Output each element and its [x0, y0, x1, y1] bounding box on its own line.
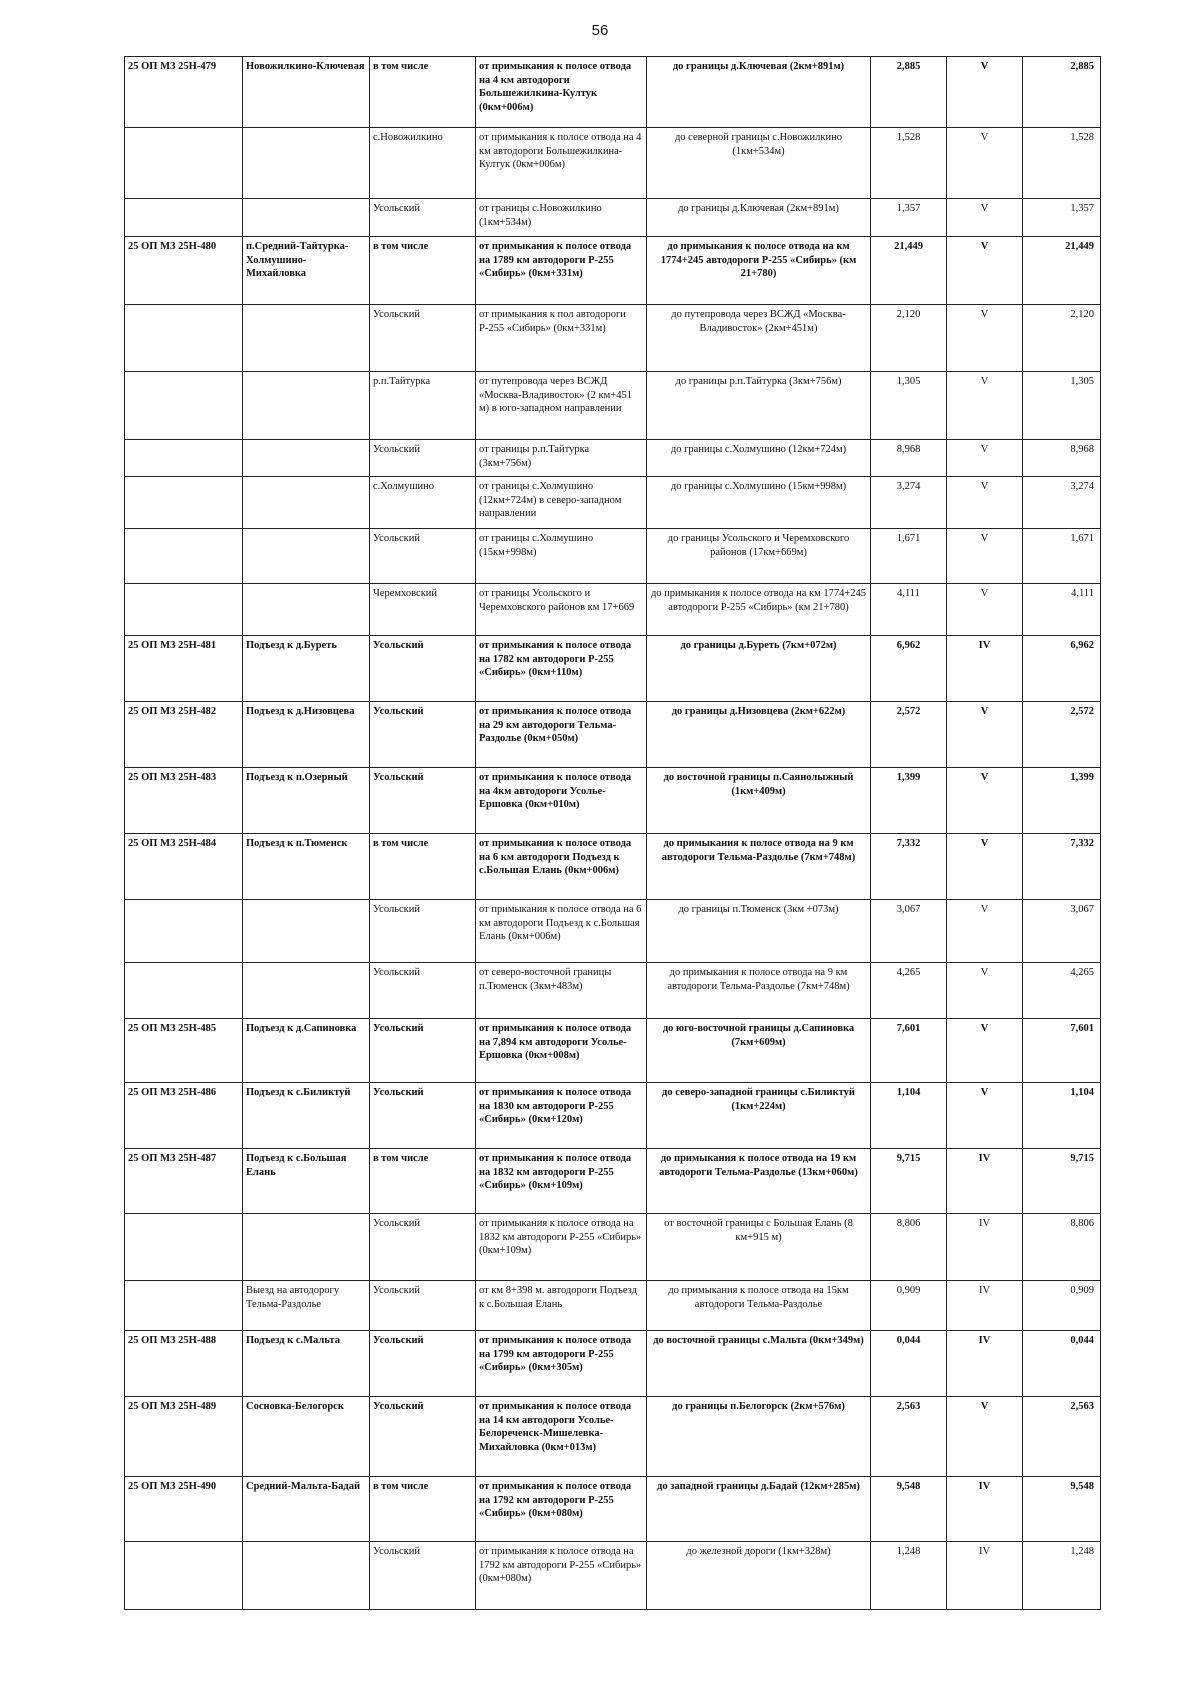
length-total-cell: 1,399 [1023, 768, 1101, 834]
end-point-cell: до примыкания к полосе отвода на км 1774+245 автодороги Р-255 «Сибирь» (км 21+780) [647, 237, 871, 305]
start-point-cell: от границы с.Холмушино (12км+724м) в северо-западном направлении [476, 477, 647, 529]
road-name-cell: Подъезд к п.Тюменск [243, 834, 370, 900]
road-name-cell [243, 1214, 370, 1281]
district-cell: Усольский [370, 702, 476, 768]
table-row [125, 57, 1101, 128]
length-cell: 3,274 [871, 477, 947, 529]
length-cell: 6,962 [871, 636, 947, 702]
district-cell: Усольский [370, 963, 476, 1019]
length-cell: 4,265 [871, 963, 947, 1019]
start-point-cell: от примыкания к полосе отвода на 1830 км автодороги Р-255 «Сибирь» (0км+120м) [476, 1083, 647, 1149]
length-total-cell: 1,104 [1023, 1083, 1101, 1149]
start-point-cell: от примыкания к полосе отвода на 1792 км автодороги Р-255 «Сибирь» (0км+080м) [476, 1477, 647, 1542]
road-id-cell: 25 ОП МЗ 25Н-485 [125, 1019, 243, 1083]
length-total-cell: 2,885 [1023, 57, 1101, 128]
road-id-cell [125, 584, 243, 636]
roads-table [124, 56, 1101, 1610]
start-point-cell: от примыкания к полосе отвода на 1799 км автодороги Р-255 «Сибирь» (0км+305м) [476, 1331, 647, 1397]
table-row [125, 1281, 1101, 1331]
table-row [125, 1397, 1101, 1477]
table-row [125, 477, 1101, 529]
table-row [125, 584, 1101, 636]
district-cell: Усольский [370, 1397, 476, 1477]
district-cell: Усольский [370, 1019, 476, 1083]
length-cell: 8,806 [871, 1214, 947, 1281]
length-cell: 3,067 [871, 900, 947, 963]
length-cell: 1,305 [871, 372, 947, 440]
category-cell: V [947, 584, 1023, 636]
district-cell: Усольский [370, 900, 476, 963]
length-total-cell: 2,563 [1023, 1397, 1101, 1477]
start-point-cell: от границы с.Новожилкино (1км+534м) [476, 199, 647, 237]
road-name-cell: Подъезд к д.Буреть [243, 636, 370, 702]
length-cell: 1,357 [871, 199, 947, 237]
category-cell: V [947, 834, 1023, 900]
table-row [125, 1331, 1101, 1397]
end-point-cell: до восточной границы п.Саянолыжный (1км+409м) [647, 768, 871, 834]
road-name-cell [243, 584, 370, 636]
road-name-cell: п.Средний-Тайтурка-Холмушино-Михайловка [243, 237, 370, 305]
table-row [125, 199, 1101, 237]
table-row [125, 440, 1101, 477]
start-point-cell: от примыкания к полосе отвода на 6 км автодороги Подъезд к с.Большая Елань (0км+006м) [476, 834, 647, 900]
page-number: 56 [591, 22, 609, 39]
length-total-cell: 0,909 [1023, 1281, 1101, 1331]
length-cell: 1,248 [871, 1542, 947, 1610]
start-point-cell: от границы Усольского и Черемховского районов км 17+669 [476, 584, 647, 636]
category-cell: IV [947, 1331, 1023, 1397]
start-point-cell: от примыкания к полосе отвода на 4 км автодороги Большежилкина-Култук (0км+006м) [476, 57, 647, 128]
district-cell: р.п.Тайтурка [370, 372, 476, 440]
road-name-cell: Подъезд к д.Сапиновка [243, 1019, 370, 1083]
end-point-cell: до северо-западной границы с.Биликтуй (1км+224м) [647, 1083, 871, 1149]
district-cell: Усольский [370, 529, 476, 584]
road-id-cell: 25 ОП МЗ 25Н-483 [125, 768, 243, 834]
road-name-cell: Выезд на автодорогу Тельма-Раздолье [243, 1281, 370, 1331]
district-cell: в том числе [370, 57, 476, 128]
length-total-cell: 1,671 [1023, 529, 1101, 584]
road-id-cell: 25 ОП МЗ 25Н-479 [125, 57, 243, 128]
length-total-cell: 4,265 [1023, 963, 1101, 1019]
end-point-cell: до восточной границы с.Мальта (0км+349м) [647, 1331, 871, 1397]
table-body [125, 57, 1101, 1610]
district-cell: в том числе [370, 1477, 476, 1542]
length-cell: 9,548 [871, 1477, 947, 1542]
length-cell: 9,715 [871, 1149, 947, 1214]
table-row [125, 1019, 1101, 1083]
category-cell: V [947, 1019, 1023, 1083]
road-name-cell: Подъезд к с.Большая Елань [243, 1149, 370, 1214]
length-cell: 1,399 [871, 768, 947, 834]
road-id-cell [125, 128, 243, 199]
road-name-cell [243, 963, 370, 1019]
length-cell: 7,601 [871, 1019, 947, 1083]
category-cell: V [947, 963, 1023, 1019]
district-cell: Усольский [370, 1542, 476, 1610]
table-row [125, 834, 1101, 900]
road-name-cell [243, 900, 370, 963]
start-point-cell: от км 8+398 м. автодороги Подъезд к с.Большая Елань [476, 1281, 647, 1331]
length-total-cell: 0,044 [1023, 1331, 1101, 1397]
end-point-cell: до примыкания к полосе отвода на км 1774+245 автодороги Р-255 «Сибирь» (км 21+780) [647, 584, 871, 636]
district-cell: Усольский [370, 1281, 476, 1331]
length-cell: 0,909 [871, 1281, 947, 1331]
length-cell: 1,104 [871, 1083, 947, 1149]
length-total-cell: 21,449 [1023, 237, 1101, 305]
district-cell: с.Холмушино [370, 477, 476, 529]
road-name-cell [243, 1542, 370, 1610]
district-cell: Усольский [370, 199, 476, 237]
start-point-cell: от примыкания к полосе отвода на 29 км автодороги Тельма-Раздолье (0км+050м) [476, 702, 647, 768]
start-point-cell: от примыкания к полосе отвода на 1782 км автодороги Р-255 «Сибирь» (0км+110м) [476, 636, 647, 702]
table-row [125, 1149, 1101, 1214]
length-total-cell: 8,806 [1023, 1214, 1101, 1281]
category-cell: IV [947, 1477, 1023, 1542]
table-row [125, 372, 1101, 440]
table-row [125, 1477, 1101, 1542]
category-cell: V [947, 57, 1023, 128]
length-cell: 2,120 [871, 305, 947, 372]
start-point-cell: от примыкания к полосе отвода на 1832 км автодороги Р-255 «Сибирь» (0км+109м) [476, 1214, 647, 1281]
start-point-cell: от примыкания к полосе отвода на 14 км автодороги Усолье-Белореченск-Мишелевка-Михайловка (0км+013м) [476, 1397, 647, 1477]
road-name-cell [243, 199, 370, 237]
length-cell: 4,111 [871, 584, 947, 636]
length-cell: 2,572 [871, 702, 947, 768]
start-point-cell: от примыкания к полосе отвода на 4км автодороги Усолье-Ершовка (0км+010м) [476, 768, 647, 834]
road-id-cell: 25 ОП МЗ 25Н-481 [125, 636, 243, 702]
road-name-cell: Подъезд к п.Озерный [243, 768, 370, 834]
end-point-cell: от восточной границы с Большая Елань (8 км+915 м) [647, 1214, 871, 1281]
length-cell: 2,563 [871, 1397, 947, 1477]
table-row [125, 702, 1101, 768]
end-point-cell: до границы д.Ключевая (2км+891м) [647, 57, 871, 128]
district-cell: Усольский [370, 1214, 476, 1281]
road-id-cell: 25 ОП МЗ 25Н-487 [125, 1149, 243, 1214]
category-cell: IV [947, 1281, 1023, 1331]
table-row [125, 1214, 1101, 1281]
road-id-cell: 25 ОП МЗ 25Н-480 [125, 237, 243, 305]
category-cell: IV [947, 1542, 1023, 1610]
length-total-cell: 7,332 [1023, 834, 1101, 900]
road-id-cell [125, 900, 243, 963]
start-point-cell: от примыкания к полосе отвода на 4 км автодороги Большежилкина-Култук (0км+006м) [476, 128, 647, 199]
start-point-cell: от примыкания к полосе отвода на 1789 км автодороги Р-255 «Сибирь» (0км+331м) [476, 237, 647, 305]
road-name-cell [243, 477, 370, 529]
category-cell: V [947, 372, 1023, 440]
start-point-cell: от примыкания к полосе отвода на 1832 км автодороги Р-255 «Сибирь» (0км+109м) [476, 1149, 647, 1214]
end-point-cell: до границы р.п.Тайтурка (3км+756м) [647, 372, 871, 440]
length-cell: 21,449 [871, 237, 947, 305]
road-id-cell [125, 1281, 243, 1331]
start-point-cell: от примыкания к пол автодороги Р-255 «Сибирь» (0км+331м) [476, 305, 647, 372]
category-cell: IV [947, 1149, 1023, 1214]
road-id-cell: 25 ОП МЗ 25Н-490 [125, 1477, 243, 1542]
road-id-cell: 25 ОП МЗ 25Н-482 [125, 702, 243, 768]
length-total-cell: 3,274 [1023, 477, 1101, 529]
end-point-cell: до границы д.Буреть (7км+072м) [647, 636, 871, 702]
end-point-cell: до западной границы д.Бадай (12км+285м) [647, 1477, 871, 1542]
category-cell: V [947, 199, 1023, 237]
end-point-cell: до границы п.Белогорск (2км+576м) [647, 1397, 871, 1477]
road-id-cell: 25 ОП МЗ 25Н-486 [125, 1083, 243, 1149]
end-point-cell: до примыкания к полосе отвода на 15км автодороги Тельма-Раздолье [647, 1281, 871, 1331]
district-cell: Усольский [370, 1083, 476, 1149]
road-name-cell: Подъезд к с.Мальта [243, 1331, 370, 1397]
road-id-cell [125, 529, 243, 584]
end-point-cell: до границы Усольского и Черемховского районов (17км+669м) [647, 529, 871, 584]
end-point-cell: до границы п.Тюменск (3км +073м) [647, 900, 871, 963]
length-total-cell: 6,962 [1023, 636, 1101, 702]
district-cell: в том числе [370, 237, 476, 305]
district-cell: в том числе [370, 834, 476, 900]
district-cell: с.Новожилкино [370, 128, 476, 199]
category-cell: IV [947, 1214, 1023, 1281]
district-cell: Усольский [370, 636, 476, 702]
end-point-cell: до границы д.Ключевая (2км+891м) [647, 199, 871, 237]
road-name-cell: Подъезд к д.Низовцева [243, 702, 370, 768]
end-point-cell: до примыкания к полосе отвода на 9 км автодороги Тельма-Раздолье (7км+748м) [647, 834, 871, 900]
length-total-cell: 1,528 [1023, 128, 1101, 199]
district-cell: Усольский [370, 1331, 476, 1397]
category-cell: V [947, 1397, 1023, 1477]
end-point-cell: до границы с.Холмушино (15км+998м) [647, 477, 871, 529]
length-total-cell: 2,120 [1023, 305, 1101, 372]
table-row [125, 128, 1101, 199]
start-point-cell: от северо-восточной границы п.Тюменск (3км+483м) [476, 963, 647, 1019]
end-point-cell: до примыкания к полосе отвода на 19 км автодороги Тельма-Раздолье (13км+060м) [647, 1149, 871, 1214]
length-cell: 1,528 [871, 128, 947, 199]
district-cell: Черемховский [370, 584, 476, 636]
category-cell: V [947, 900, 1023, 963]
category-cell: IV [947, 636, 1023, 702]
category-cell: V [947, 237, 1023, 305]
table-row [125, 636, 1101, 702]
table-row [125, 305, 1101, 372]
road-id-cell [125, 440, 243, 477]
length-total-cell: 7,601 [1023, 1019, 1101, 1083]
road-id-cell [125, 1542, 243, 1610]
road-name-cell [243, 128, 370, 199]
length-total-cell: 8,968 [1023, 440, 1101, 477]
start-point-cell: от путепровода через ВСЖД «Москва-Владивосток» (2 км+451 м) в юго-западном направлении [476, 372, 647, 440]
start-point-cell: от примыкания к полосе отвода на 7,894 км автодороги Усолье-Ершовка (0км+008м) [476, 1019, 647, 1083]
end-point-cell: до железной дороги (1км+328м) [647, 1542, 871, 1610]
table-row [125, 900, 1101, 963]
road-id-cell [125, 199, 243, 237]
length-total-cell: 9,715 [1023, 1149, 1101, 1214]
length-total-cell: 9,548 [1023, 1477, 1101, 1542]
length-cell: 7,332 [871, 834, 947, 900]
length-cell: 1,671 [871, 529, 947, 584]
length-cell: 0,044 [871, 1331, 947, 1397]
length-total-cell: 1,248 [1023, 1542, 1101, 1610]
road-id-cell [125, 477, 243, 529]
end-point-cell: до границы д.Низовцева (2км+622м) [647, 702, 871, 768]
road-id-cell [125, 305, 243, 372]
length-cell: 2,885 [871, 57, 947, 128]
start-point-cell: от границы с.Холмушино (15км+998м) [476, 529, 647, 584]
road-name-cell: Новожилкино-Ключевая [243, 57, 370, 128]
road-name-cell: Сосновка-Белогорск [243, 1397, 370, 1477]
table-row [125, 237, 1101, 305]
length-total-cell: 1,357 [1023, 199, 1101, 237]
category-cell: V [947, 128, 1023, 199]
road-id-cell [125, 1214, 243, 1281]
table-row [125, 768, 1101, 834]
end-point-cell: до северной границы с.Новожилкино (1км+534м) [647, 128, 871, 199]
road-name-cell [243, 372, 370, 440]
category-cell: V [947, 768, 1023, 834]
table-row [125, 1083, 1101, 1149]
start-point-cell: от границы р.п.Тайтурка (3км+756м) [476, 440, 647, 477]
length-total-cell: 4,111 [1023, 584, 1101, 636]
road-name-cell: Средний-Мальта-Бадай [243, 1477, 370, 1542]
start-point-cell: от примыкания к полосе отвода на 1792 км автодороги Р-255 «Сибирь» (0км+080м) [476, 1542, 647, 1610]
category-cell: V [947, 1083, 1023, 1149]
length-total-cell: 3,067 [1023, 900, 1101, 963]
length-cell: 8,968 [871, 440, 947, 477]
road-id-cell: 25 ОП МЗ 25Н-489 [125, 1397, 243, 1477]
district-cell: в том числе [370, 1149, 476, 1214]
end-point-cell: до юго-восточной границы д.Сапиновка (7км+609м) [647, 1019, 871, 1083]
district-cell: Усольский [370, 768, 476, 834]
road-id-cell [125, 963, 243, 1019]
road-id-cell: 25 ОП МЗ 25Н-488 [125, 1331, 243, 1397]
district-cell: Усольский [370, 305, 476, 372]
start-point-cell: от примыкания к полосе отвода на 6 км автодороги Подъезд к с.Большая Елань (0км+006м) [476, 900, 647, 963]
road-name-cell [243, 440, 370, 477]
road-name-cell [243, 529, 370, 584]
category-cell: V [947, 529, 1023, 584]
table-row [125, 1542, 1101, 1610]
road-name-cell: Подъезд к с.Биликтуй [243, 1083, 370, 1149]
category-cell: V [947, 477, 1023, 529]
end-point-cell: до путепровода через ВСЖД «Москва-Владивосток» (2км+451м) [647, 305, 871, 372]
table-row [125, 963, 1101, 1019]
length-total-cell: 1,305 [1023, 372, 1101, 440]
category-cell: V [947, 305, 1023, 372]
end-point-cell: до примыкания к полосе отвода на 9 км автодороги Тельма-Раздолье (7км+748м) [647, 963, 871, 1019]
end-point-cell: до границы с.Холмушино (12км+724м) [647, 440, 871, 477]
category-cell: V [947, 702, 1023, 768]
road-id-cell [125, 372, 243, 440]
table-row [125, 529, 1101, 584]
length-total-cell: 2,572 [1023, 702, 1101, 768]
category-cell: V [947, 440, 1023, 477]
road-id-cell: 25 ОП МЗ 25Н-484 [125, 834, 243, 900]
road-name-cell [243, 305, 370, 372]
district-cell: Усольский [370, 440, 476, 477]
